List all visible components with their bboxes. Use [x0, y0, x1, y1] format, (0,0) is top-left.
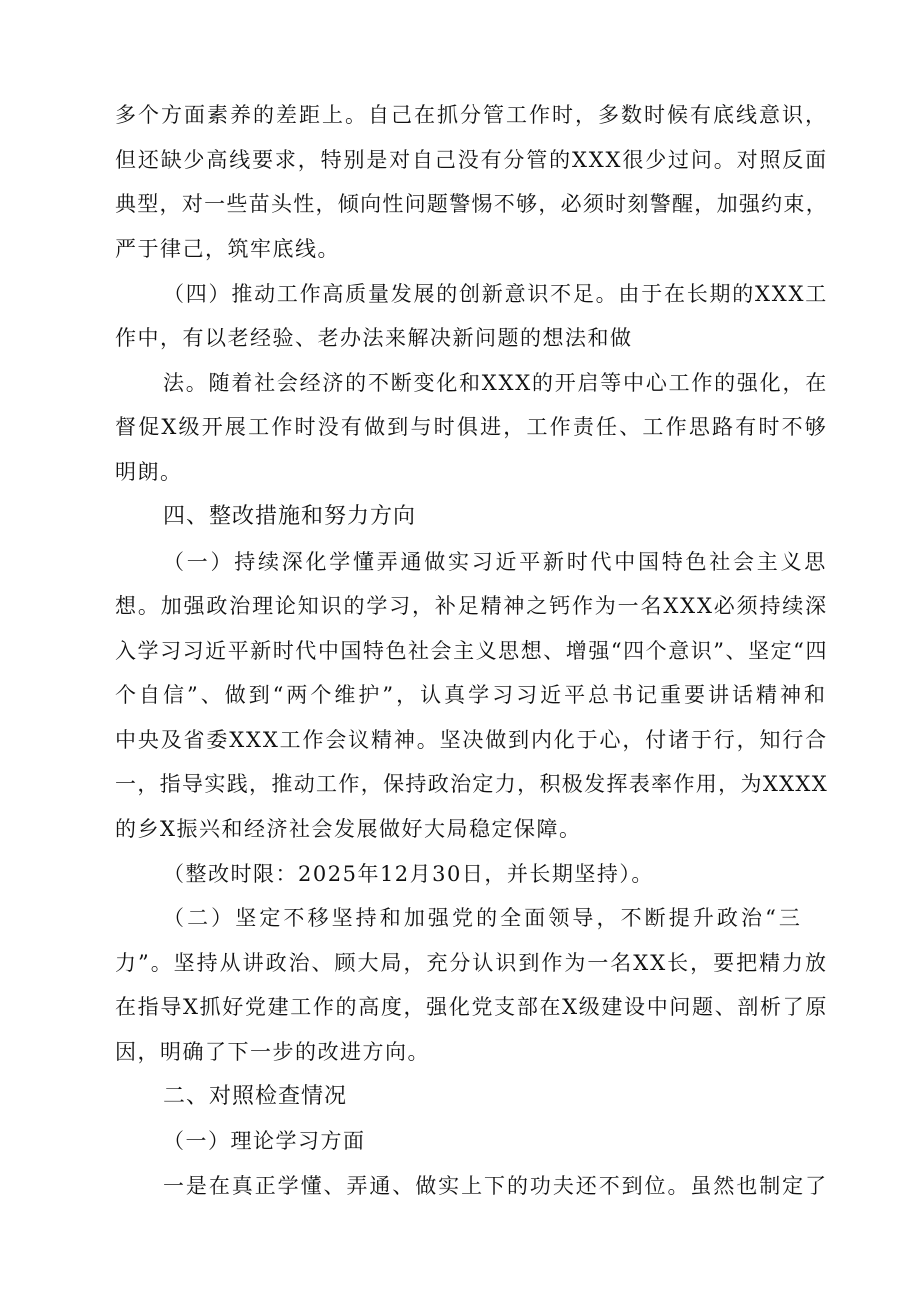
paragraph-line: （四）推动工作高质量发展的创新意识不足。由于在长期的XXX工	[163, 282, 828, 306]
paragraph-line: （二）坚定不移坚持和加强党的全面领导，不断提升政治“三	[163, 906, 803, 930]
paragraph-line: 督促X级开展工作时没有做到与时俱进，工作责任、工作思路有时不够	[115, 415, 828, 439]
paragraph-line: 因，明确了下一步的改进方向。	[115, 1040, 430, 1064]
paragraph-line: 想。加强政治理论知识的学习，补足精神之钙作为一名XXX必须持续深	[115, 594, 828, 618]
paragraph-line: 入学习习近平新时代中国特色社会主义思想、增强“四个意识”、坚定“四	[115, 639, 828, 663]
paragraph-line: （一）持续深化学懂弄通做实习近平新时代中国特色社会主义思	[163, 550, 828, 574]
paragraph-line: 作中，有以老经验、老办法来解决新问题的想法和做	[115, 326, 633, 350]
paragraph-line: （整改时限：2025年12月30日，并长期坚持）。	[163, 862, 654, 886]
paragraph-line: 中央及省委XXX工作会议精神。坚决做到内化于心，付诸于行，知行合	[115, 728, 828, 752]
section-heading: 二、对照检查情况	[163, 1084, 348, 1109]
paragraph-line: 的乡X振兴和经济社会发展做好大局稳定保障。	[115, 817, 582, 841]
paragraph-line: 在指导X抓好党建工作的高度，强化党支部在X级建设中问题、剖析了原	[115, 995, 828, 1019]
paragraph-line: 严于律己，筑牢底线。	[115, 237, 340, 261]
paragraph-line: 个自信”、做到“两个维护”，认真学习习近平总书记重要讲话精神和	[115, 683, 828, 707]
paragraph-line: 明朗。	[115, 460, 183, 484]
paragraph-line: 一是在真正学懂、弄通、做实上下的功夫还不到位。虽然也制定了	[163, 1174, 828, 1198]
paragraph-line: 多个方面素养的差距上。自己在抓分管工作时，多数时候有底线意识，	[115, 103, 828, 127]
paragraph-line: 法。随着社会经济的不断变化和XXX的开启等中心工作的强化，在	[163, 371, 828, 395]
paragraph-line: 但还缺少高线要求，特别是对自己没有分管的XXX很少过问。对照反面	[115, 148, 828, 172]
subsection-heading: （一）理论学习方面	[163, 1129, 366, 1153]
paragraph-line: 力”。坚持从讲政治、顾大局，充分认识到作为一名XX长，要把精力放	[115, 951, 828, 975]
paragraph-line: 典型，对一些苗头性，倾向性问题警惕不够，必须时刻警醒，加强约束，	[115, 192, 828, 216]
section-heading: 四、整改措施和努力方向	[163, 504, 417, 529]
paragraph-line: 一，指导实践，推动工作，保持政治定力，积极发挥表率作用，为XXXX	[115, 772, 828, 796]
